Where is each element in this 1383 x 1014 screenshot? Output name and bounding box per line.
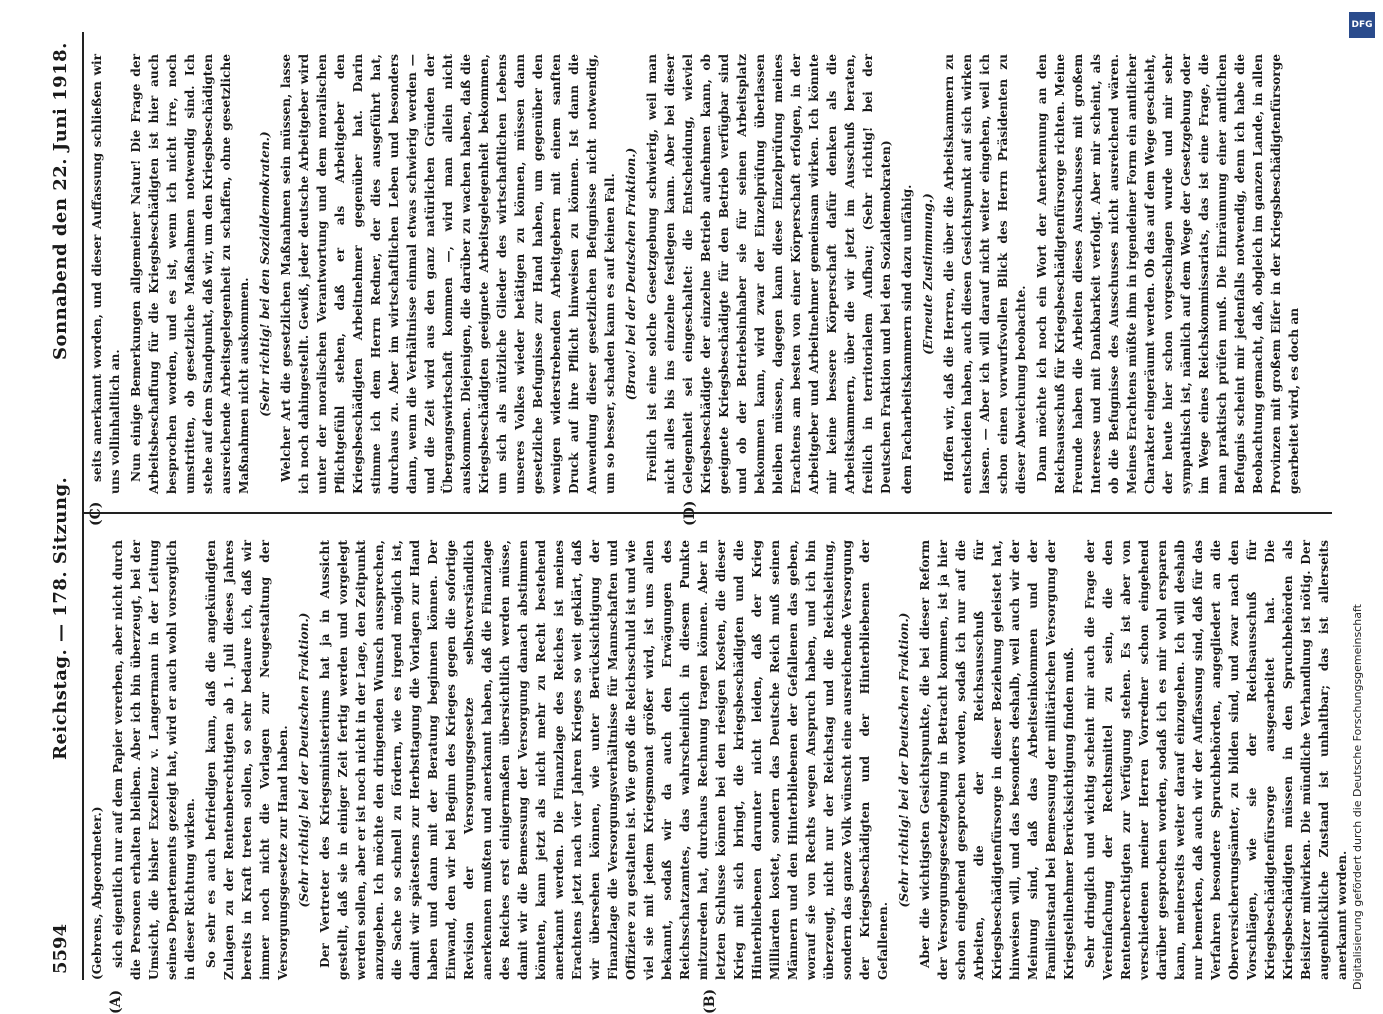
margin-marker-b: (B) <box>702 988 718 1014</box>
digitization-footer <box>1343 6 1381 994</box>
paragraph: dem Facharbeitskammern sind dazu unfähig. <box>900 184 914 494</box>
margin-marker-c: (C) <box>88 501 104 526</box>
interjection: (Bravo! bei der Deutschen Fraktion.) <box>624 147 638 401</box>
column-divider <box>82 512 1332 514</box>
session-date: Sonnabend den 22. Juni 1918. <box>50 42 71 360</box>
interjection: (Sehr richtig! bei der Deutschen Fraktion.) <box>297 612 311 908</box>
interjection: (Sehr richtig! bei der Deutschen Fraktion.) <box>897 612 911 908</box>
interjection: (Erneute Zustimmung.) <box>921 193 935 355</box>
paragraph: seits anerkannt worden, und dieser Auffassung schließen wir uns vollinhaltlich an. <box>90 54 122 494</box>
text-column-left <box>88 540 1349 980</box>
dfg-logo: DFG <box>1349 12 1375 38</box>
paragraph: Dann möchte ich noch ein Wort der Anerkennung an den Reichsausschuß für Kriegsbeschädigtenfürsorge richten. Meine Freunde haben die Arbeiten dieses Ausschusses mit großem Interesse und mit Dankbarkeit verfolgt. Aber mir scheint, als ob die Befugnisse des Ausschusses nicht ausreichend wären. Meines Erachtens müßte ihm in irgendeiner Form ein amtlicher Charakter eingeräumt werden. Ob das auf dem Wege geschieht, der heute hier schon vorgeschlagen wurde und mir sehr sympathisch ist, nämlich auf dem Wege der Gesetzgebung oder im Wege eines Reichskommissariats, das ist eine Frage, die man praktisch prüfen muß. Die Einräumung einer amtlichen Befugnis scheint mir jedenfalls notwendig, denn ich habe die Beobachtung gemacht, daß, obgleich im ganzen Lande, in allen Provinzen mit großem Eifer in der Kriegsbeschädigtenfürsorge gearbeitet wird, es doch an <box>1035 54 1301 494</box>
paragraph: Freilich ist eine solche Gesetzgebung schwierig, weil man nicht alles bis ins einzelne festlegen kann. Aber bei dieser Gelegenheit sei eingeschaltet: die Entscheidung, wieviel Kriegsbeschädigte der einzelne Betrieb aufnehmen kann, ob geeignete Kriegsbeschädigte für den Betrieb verfügbar sind und ob der Betriebsinhaber sie für seinen Arbeitsplatz bekommen kann, wird zwar der Einzelprüfung überlassen bleiben müssen, dagegen kann diese Einzelprüfung meines Erachtens am besten von einer Körperschaft erfolgen, in der Arbeitgeber und Arbeitnehmer gemeinsam wirken. Ich könnte mir keine bessere Körperschaft dafür denken als die Arbeitskammern, über die wir jetzt im Ausschuß beraten, freilich in territorialem Aufbau; (Sehr richtig! bei der Deutschen Fraktion und bei den Sozialdemokraten) <box>645 54 893 494</box>
text-column-right <box>88 54 1328 494</box>
paragraph: Der Vertreter des Kriegsministeriums hat ja in Aussicht gestellt, daß sie in einiger Zeit fertig werden und vorgelegt werden sollen, aber er ist noch nicht in der Lage, den Zeitpunkt anzugeben. Ich möchte den dringenden Wunsch aussprechen, die Sache so schnell zu fördern, wie es irgend möglich ist, damit wir spätestens zur Herbsttagung die Vorlagen zur Hand haben und dann mit der Beratung beginnen können. Der Einwand, den wir bei Beginn des Krieges gegen die sofortige Revision der Versorgungsgesetze selbstverständlich anerkennen mußten und anerkannt haben, daß die Finanzlage des Reiches erst einigermaßen übersichtlich werden müsse, damit wir die Bemessung der Versorgung danach abstimmen könnten, kann jetzt als nicht mehr zu Recht bestehend anerkannt werden. Die Finanzlage des Reiches ist meines Erachtens jetzt nach vier Jahren Krieges so weit geklärt, daß wir übersehen können, wie unter Berücksichtigung der Finanzlage die Versorgungsverhältnisse für Mannschaften und Offiziere zu gestalten ist. Wie groß die Reichsschuld ist und wie viel sie mit jedem Kriegsmonat größer wird, ist uns allen bekannt, sodaß wir da auch den Erwägungen des Reichsschatzamtes, das wahrscheinlich in diesem Punkte mitzureden hat, durchaus Rechnung tragen können. Aber in letzten Schlusse können bei den riesigen Kosten, die dieser Krieg mit sich bringt, die kriegsbeschädigten und die Hinterbliebenen darunter nicht leiden, daß der Krieg Milliarden kostet, sondern das Deutsche Reich muß seinen Männern und den Hinterbliebenen der Gefallenen das geben, worauf sie von Rechts wegen Anspruch haben, und ich bin überzeugt, nicht nur der Reichstag und die Reichsleitung, sondern das ganze Volk wünscht eine ausreichende Versorgung der Kriegsbeschädigten und der Hinterbliebenen der Gefallenen. <box>318 540 890 980</box>
margin-marker-a: (A) <box>108 989 124 1014</box>
paragraph: So sehr es auch befriedigen kann, daß die angekündigten Zulagen zu der Rentenberechtigten ab 1. Juli dieses Jahres bereits in Kraft treten sollen, so sehr bedaure ich, daß wir immer noch nicht die Vorlagen zur Neugestaltung der Versorgungsgesetze zur Hand haben. <box>204 540 290 980</box>
paragraph: Aber die wichtigsten Gesichtspunkte, die bei dieser Reform der Versorgungsgesetzgebung in Betracht kommen, ist ja hier schon eingehend gesprochen worden, sodaß ich nur auf die Arbeiten, die der Reichsausschuß für Kriegsbeschädigtenfürsorge in dieser Beziehung geleistet hat, hinweisen will, und das besonders deshalb, weil auch wir der Meinung sind, daß das Arbeitseinkommen und der Familienstand bei Bemessung der militärischen Versorgung der Kriegsteilnehmer Berücksichtigung finden muß. <box>918 540 1076 980</box>
paragraph: (Gebrens, Abgeordneter.) <box>90 806 104 980</box>
page-number: 5594 <box>50 923 71 974</box>
margin-marker-d: (D) <box>682 500 698 526</box>
paragraph: Hoffen wir, daß die Herren, die über die Arbeitskammern zu entscheiden haben, auch diesen Gesichtspunkt auf sich wirken lassen. — Aber ich will darauf nicht weiter eingehen, weil ich schon einen vorwurfsvollen Blick des Herrn Präsidenten zu dieser Abweichung beobachte. <box>942 54 1028 494</box>
interjection: (Sehr richtig! bei den Sozialdemokraten.) <box>258 131 272 417</box>
digitization-credit: Digitalisierung gefördert durch die Deutsche Forschungsgemeinschaft <box>1351 604 1364 990</box>
rotated-page <box>42 32 1349 1014</box>
page-header <box>42 32 84 980</box>
session-title: Reichstag. — 178. Sitzung. <box>50 476 71 760</box>
paragraph: sich eigentlich nur auf dem Papier vererben, aber nicht durch die Personen erhalten bleiben. Aber ich bin überzeugt, bei der Umsicht, die bisher Exzellenz v. Langermann in der Leitung seines Departements gezeigt hat, wird er auch wohl vorsorglich in dieser Richtung wirken. <box>111 540 197 980</box>
paragraph: Welcher Art die gesetzlichen Maßnahmen sein müssen, lasse ich noch dahingestellt. Gewiß, jeder deutsche Arbeitgeber wird unter der moralischen Verantwortung und dem moralischen Pflichtgefühl stehen, daß er als Arbeitgeber den Kriegsbeschädigten Arbeitnehmer gegenüber hat. Darin stimme ich dem Herrn Redner, der dies ausgeführt hat, durchaus zu. Aber im wirtschaftlichen Leben und besonders dann, wenn die Verhältnisse einmal etwas schwierig werden — und die Zeit wird aus den ganz natürlichen Gründen der Übergangswirtschaft kommen —, wird man allein nicht auskommen. Diejenigen, die darüber zu wachen haben, daß die Kriegsbeschädigten geeignete Arbeitsgelegenheit bekommen, um sich als nützliche Glieder des wirtschaftlichen Lebens unseres Volkes wieder betätigen zu können, müssen dann gesetzliche Befugnisse zur Hand haben, um gegenüber den wenigen widerstrebenden Arbeitgebern mit einem sanften Druck auf ihre Pflicht hinweisen zu können. Ist dann die Anwendung dieser gesetzlichen Befugnisse nicht notwendig, um so besser, schaden kann es auf keinen Fall. <box>279 54 617 494</box>
paragraph: Nun einige Bemerkungen allgemeiner Natur! Die Frage der Arbeitsbeschaffung für die Kriegsbeschädigten ist hier auch besprochen worden, und es ist, wenn ich nicht irre, noch umstritten, ob gesetzliche Maßnahmen notwendig sind. Ich stehe auf dem Standpunkt, daß wir, um den Kriegsbeschädigten ausreichende Arbeitsgelegenheit zu schaffen, ohne gesetzliche Maßnahmen nicht auskommen. <box>129 54 251 494</box>
paragraph: Sehr dringlich und wichtig scheint mir auch die Frage der Vereinfachung der Rechtsmittel zu sein, die den Rentenberechtigten zur Verfügung stehen. Es ist aber von verschiedenen meiner Herren Vorredner schon eingehend darüber gesprochen worden, sodaß ich es mir wohl ersparen kann, meinerseits weiter darauf einzugehen. Ich will deshalb nur bemerken, daß auch wir der Auffassung sind, daß für das Verfahren besondere Spruchbehörden, angegliedert an die Oberversicherungsämter, zu bilden sind, und zwar nach den Vorschlägen, wie sie der Reichsausschuß für Kriegsbeschädigtenfürsorge ausgearbeitet hat. Die Kriegsbeschädigten müssen in den Spruchbehörden als Beisitzer mitwirken. Die mündliche Verhandlung ist nötig. Der augenblickliche Zustand ist unhaltbar; das ist allerseits anerkannt worden. <box>1083 540 1349 980</box>
